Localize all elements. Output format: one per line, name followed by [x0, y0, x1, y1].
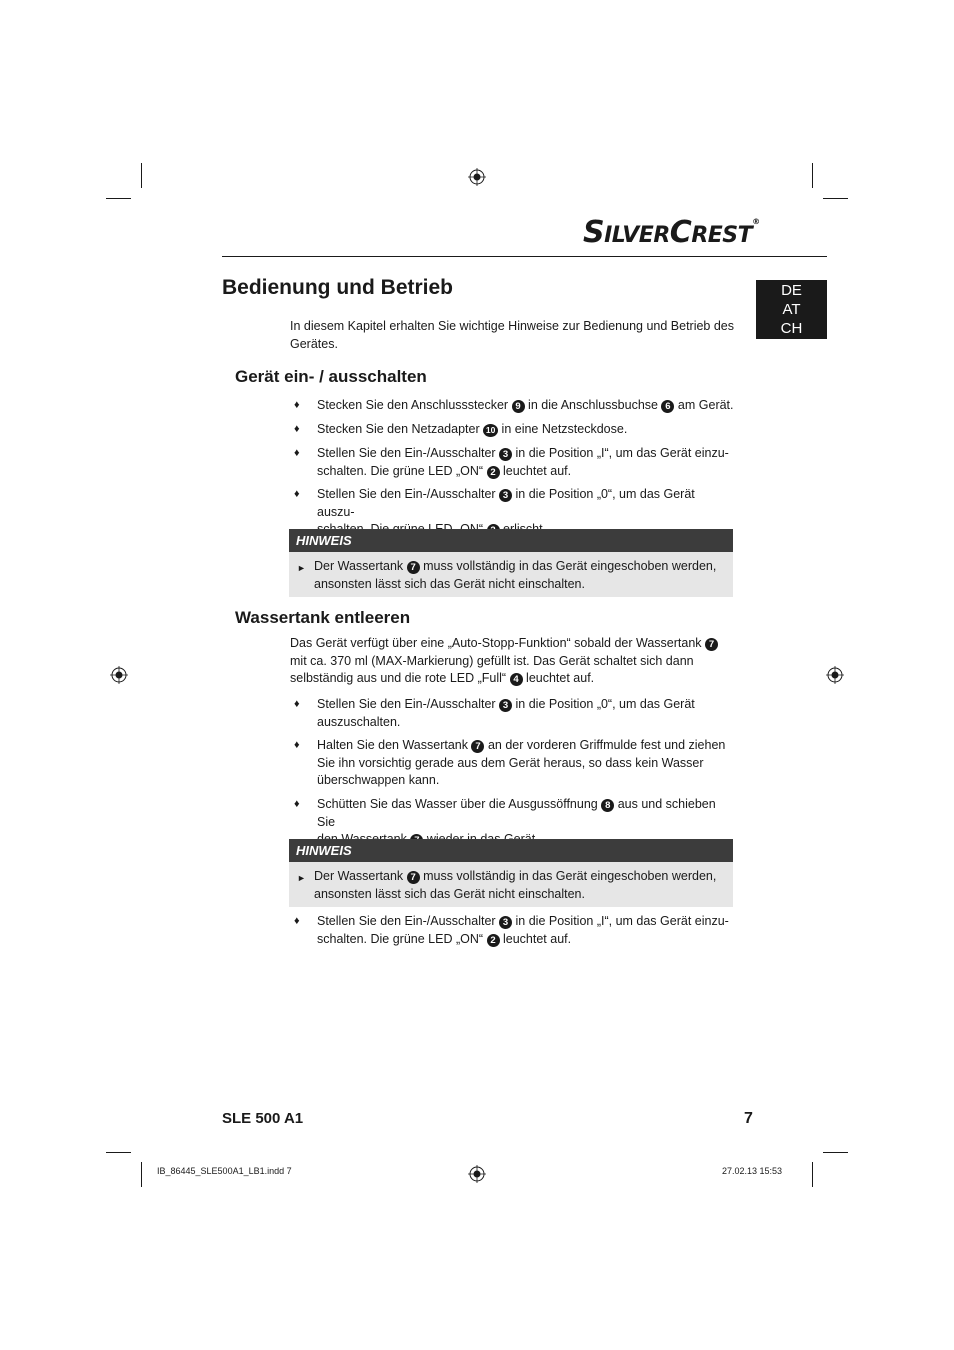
list-item: ♦ Halten Sie den Wassertank 7 an der vorderen Griffmulde fest und ziehen Sie ihn vorsichtig gerade aus dem Gerät heraus, so dass kein Wasser überschwappen kann.: [294, 738, 726, 787]
diamond-bullet-icon: ♦: [294, 399, 300, 411]
crop-mark: [141, 163, 142, 188]
part-number-badge: 3: [499, 448, 512, 461]
section-heading-power: Gerät ein- / ausschalten: [235, 367, 427, 386]
registration-mark-icon: [826, 666, 844, 684]
section-heading-empty-tank: Wassertank entleeren: [235, 608, 411, 627]
part-number-badge: 2: [487, 934, 500, 947]
slug-date: 27.02.13 15:53: [722, 1166, 783, 1176]
diamond-bullet-icon: ♦: [294, 488, 300, 500]
part-number-badge: 2: [487, 466, 500, 479]
brand-logo: SILVERCREST®: [583, 215, 760, 250]
list-item: ♦ Stellen Sie den Ein-/Ausschalter 3 in die Position „I“, um das Gerät einzu- schalten. Die grüne LED „ON“ 2 leuchtet auf.: [294, 446, 729, 478]
language-tab: DE AT CH: [756, 280, 827, 339]
diamond-bullet-icon: ♦: [294, 447, 300, 459]
note-header: HINWEIS: [289, 529, 733, 552]
registration-mark-icon: [110, 666, 128, 684]
crop-mark: [812, 163, 813, 188]
registration-mark-icon: [468, 168, 486, 186]
header-rule: [222, 256, 827, 257]
crop-mark: [106, 1152, 131, 1153]
tank-paragraph: Das Gerät verfügt über eine „Auto-Stopp-Funktion“ sobald der Wassertank 7 mit ca. 370 ml (MAX-Markierung) gefüllt ist. Das Gerät schaltet sich dann selbständig aus und die rote LED „Full“ 4 leuchtet auf.: [290, 635, 735, 688]
page-title: Bedienung und Betrieb: [222, 276, 453, 299]
arrow-right-icon: ►: [297, 563, 306, 573]
part-number-badge: 7: [471, 740, 484, 753]
crop-mark: [106, 198, 131, 199]
part-number-badge: 7: [705, 638, 718, 651]
list-item: ♦ Stecken Sie den Anschlussstecker 9 in die Anschlussbuchse 6 am Gerät.: [290, 397, 735, 415]
slug-file: IB_86445_SLE500A1_LB1.indd 7: [157, 1166, 292, 1176]
part-number-badge: 9: [512, 400, 525, 413]
list-item: ♦ Stecken Sie den Netzadapter 10 in eine Netzsteckdose.: [290, 421, 735, 439]
part-number-badge: 3: [499, 489, 512, 502]
list-item: ♦ Stellen Sie den Ein-/Ausschalter 3 in die Position „0“, um das Gerät auszu-: [290, 486, 735, 539]
part-number-badge: 10: [483, 424, 498, 437]
list-item: ♦ Stellen Sie den Ein-/Ausschalter 3 in die Position „I“, um das Gerät einzu- schalten. Die grüne LED „ON“ 2 leuchtet auf.: [294, 914, 729, 946]
part-number-badge: 3: [499, 699, 512, 712]
part-number-badge: 7: [407, 561, 420, 574]
diamond-bullet-icon: ♦: [294, 423, 300, 435]
crop-mark: [823, 198, 848, 199]
part-number-badge: 4: [510, 673, 523, 686]
crop-mark: [823, 1152, 848, 1153]
list-item: ♦ Stellen Sie den Ein-/Ausschalter 3 in die Position „0“, um das Gerät auszuschalten.: [294, 697, 695, 729]
crop-mark: [812, 1162, 813, 1187]
diamond-bullet-icon: ♦: [294, 798, 300, 810]
note-header: HINWEIS: [289, 839, 733, 862]
note-box: ► Der Wassertank 7 muss vollständig in das Gerät eingeschoben werden, ansonsten lässt sich das Gerät nicht einschalten.: [289, 552, 733, 597]
arrow-right-icon: ►: [297, 873, 306, 883]
crop-mark: [141, 1162, 142, 1187]
diamond-bullet-icon: ♦: [294, 739, 300, 751]
intro-paragraph: In diesem Kapitel erhalten Sie wichtige Hinweise zur Bedienung und Betrieb des Gerätes.: [290, 319, 735, 351]
diamond-bullet-icon: ♦: [294, 915, 300, 927]
diamond-bullet-icon: ♦: [294, 698, 300, 710]
part-number-badge: 6: [661, 400, 674, 413]
part-number-badge: 7: [407, 871, 420, 884]
part-number-badge: 8: [601, 799, 614, 812]
registration-mark-icon: [468, 1165, 486, 1183]
page-number: 7: [744, 1110, 753, 1127]
note-box: ► Der Wassertank 7 muss vollständig in das Gerät eingeschoben werden, ansonsten lässt sich das Gerät nicht einschalten.: [289, 862, 733, 907]
part-number-badge: 3: [499, 916, 512, 929]
list-item: ♦ Schütten Sie das Wasser über die Ausgussöffnung 8 aus und schieben Sie: [290, 796, 735, 849]
footer-model: SLE 500 A1: [222, 1110, 304, 1127]
